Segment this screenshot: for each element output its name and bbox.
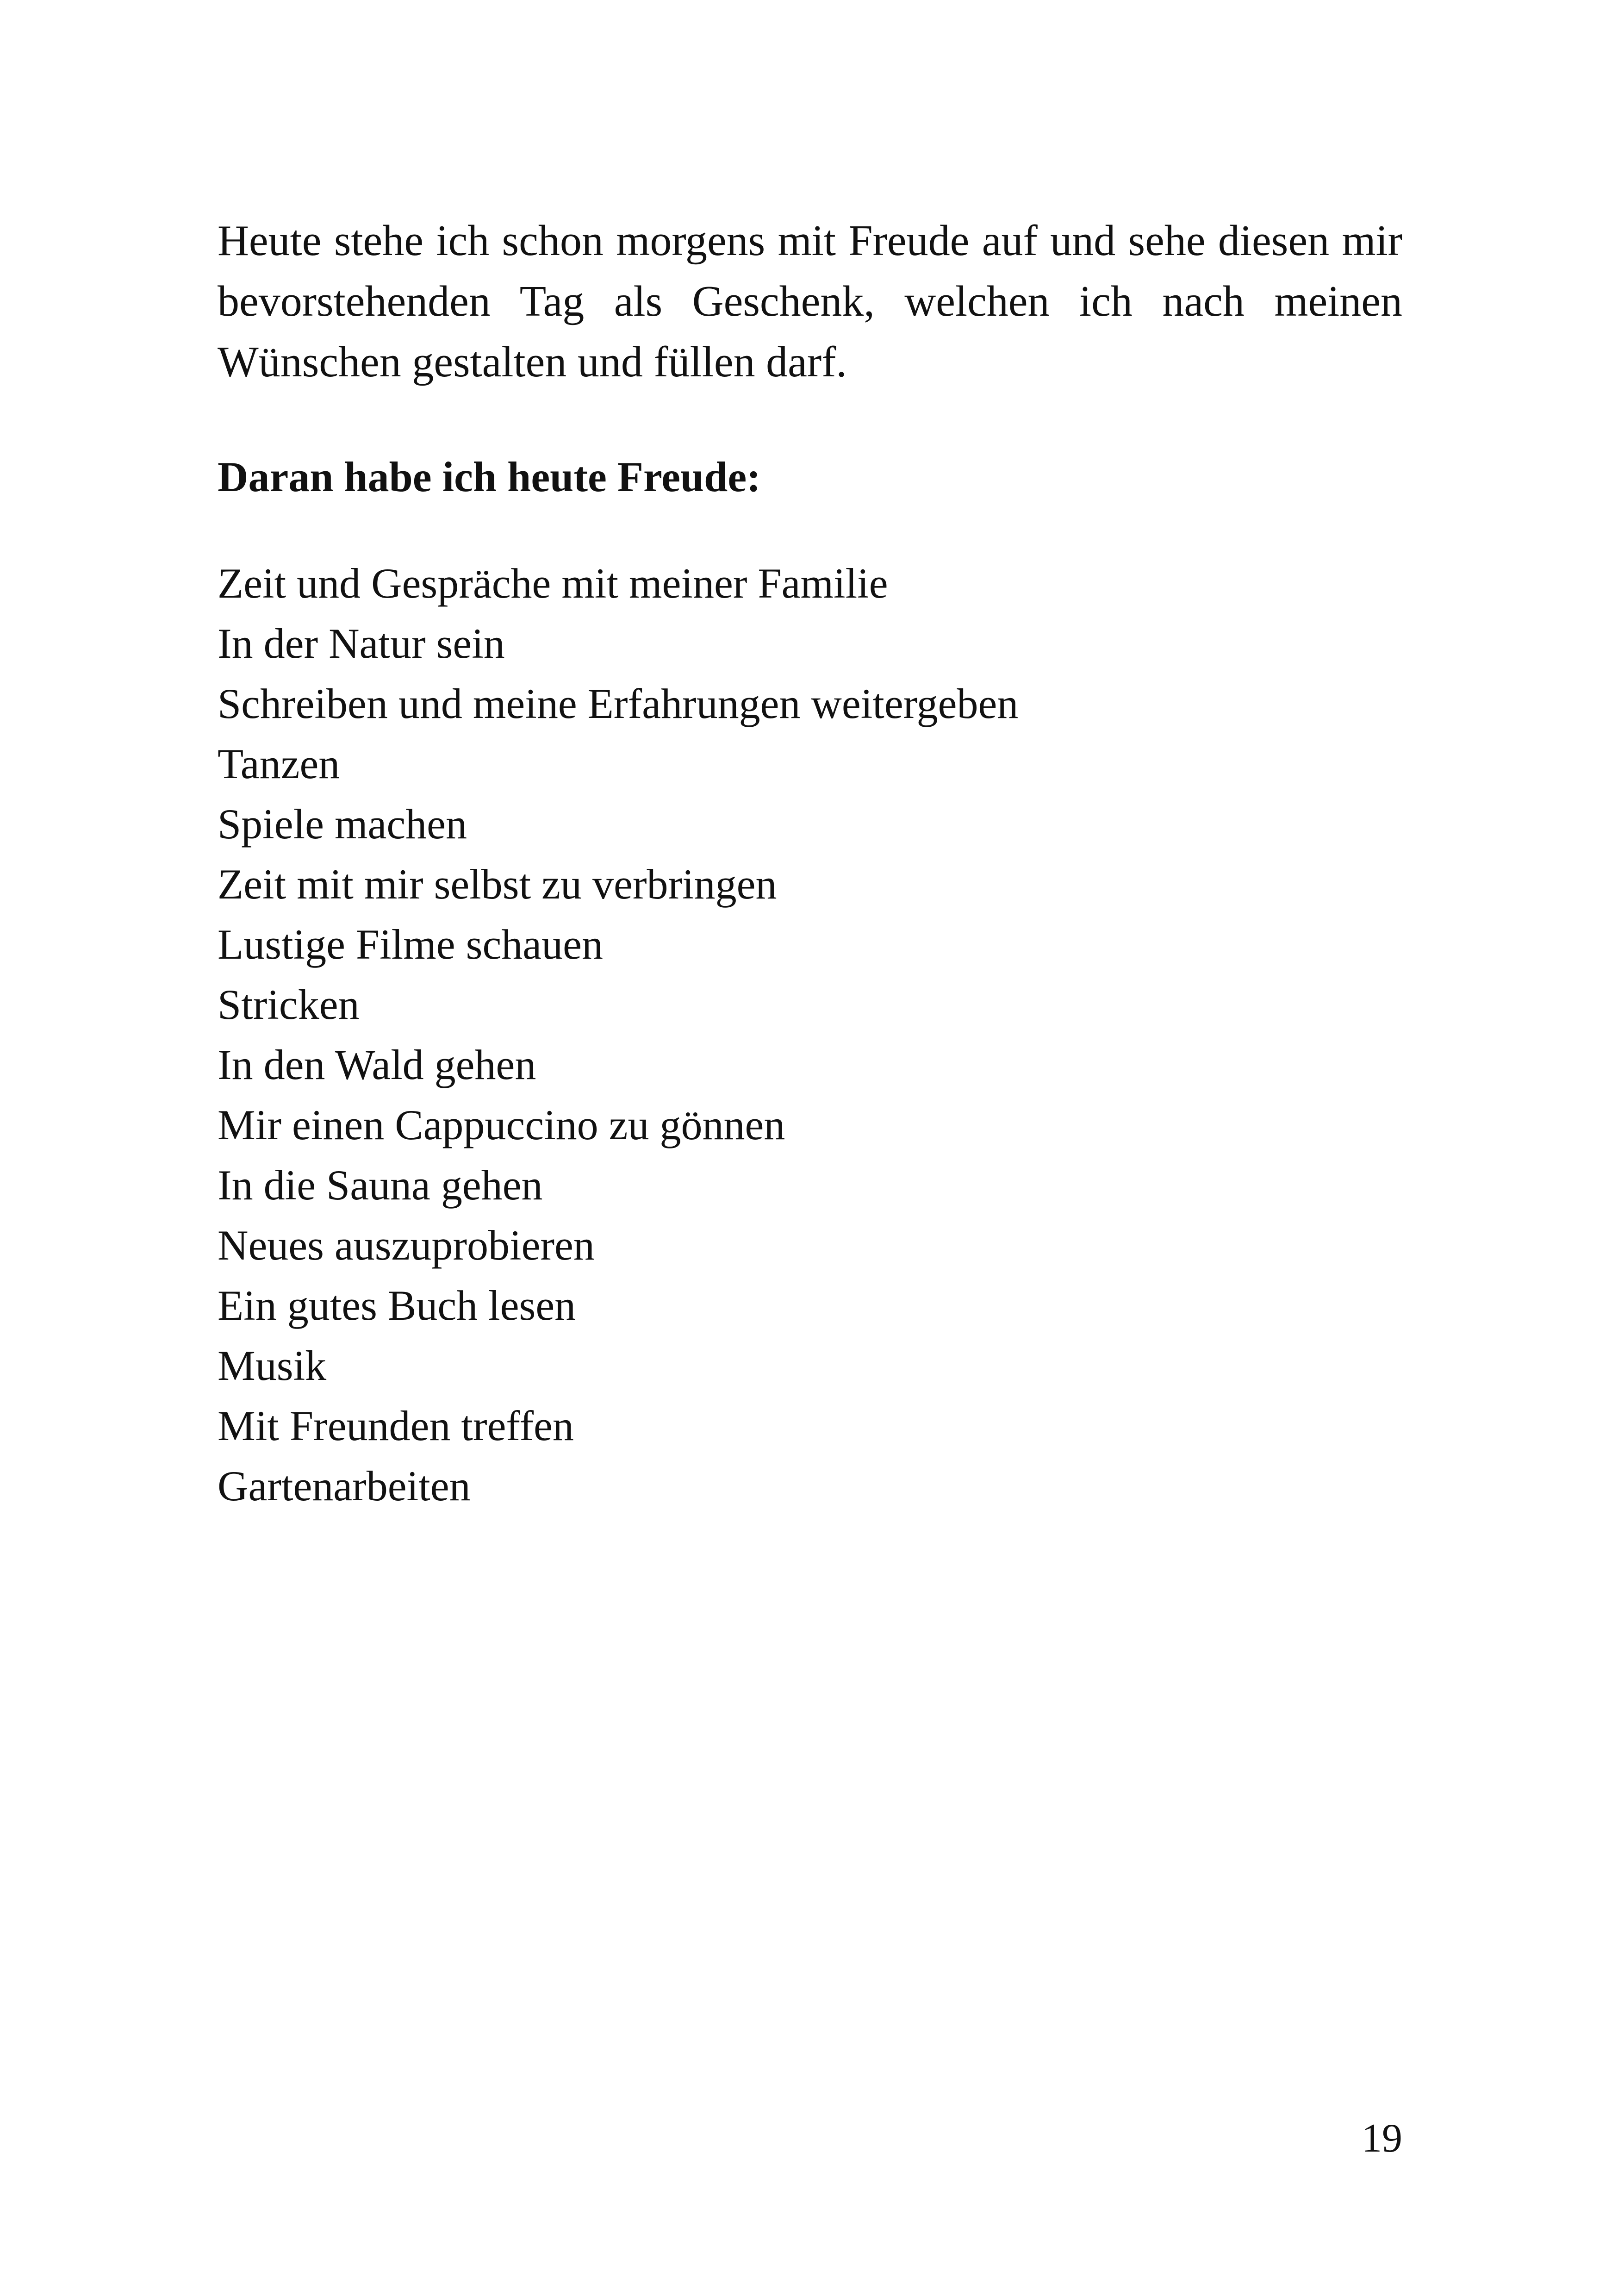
list-item: In die Sauna gehen [218,1161,543,1209]
list-item: Gartenarbeiten [218,1462,471,1510]
list-item: In den Wald gehen [218,1041,536,1088]
list-item: Ein gutes Buch lesen [218,1282,576,1329]
list-item: Mir einen Cappuccino zu gönnen [218,1101,785,1148]
section-heading: Daran habe ich heute Freude: [218,453,761,500]
list-item: Zeit mit mir selbst zu verbringen [218,861,777,908]
joy-list [218,553,1018,1516]
list-item: Stricken [218,981,360,1028]
list-item: Spiele machen [218,800,467,848]
list-item: Lustige Filme schauen [218,921,603,968]
list-item: Neues auszuprobieren [218,1222,595,1269]
intro-paragraph: Heute stehe ich schon morgens mit Freude auf und sehe diesen mir bevorstehenden Tag als Geschenk, welchen ich nach meinen Wünschen gestalten und füllen darf. [218,217,1402,386]
list-item: In der Natur sein [218,620,505,667]
list-item: Musik [218,1342,327,1389]
list-item: Mit Freunden treffen [218,1402,574,1449]
list-item: Zeit und Gespräche mit meiner Familie [218,560,888,607]
list-item: Tanzen [218,740,340,787]
page-number: 19 [1362,2116,1402,2161]
list-item: Schreiben und meine Erfahrungen weitergeben [218,680,1019,727]
